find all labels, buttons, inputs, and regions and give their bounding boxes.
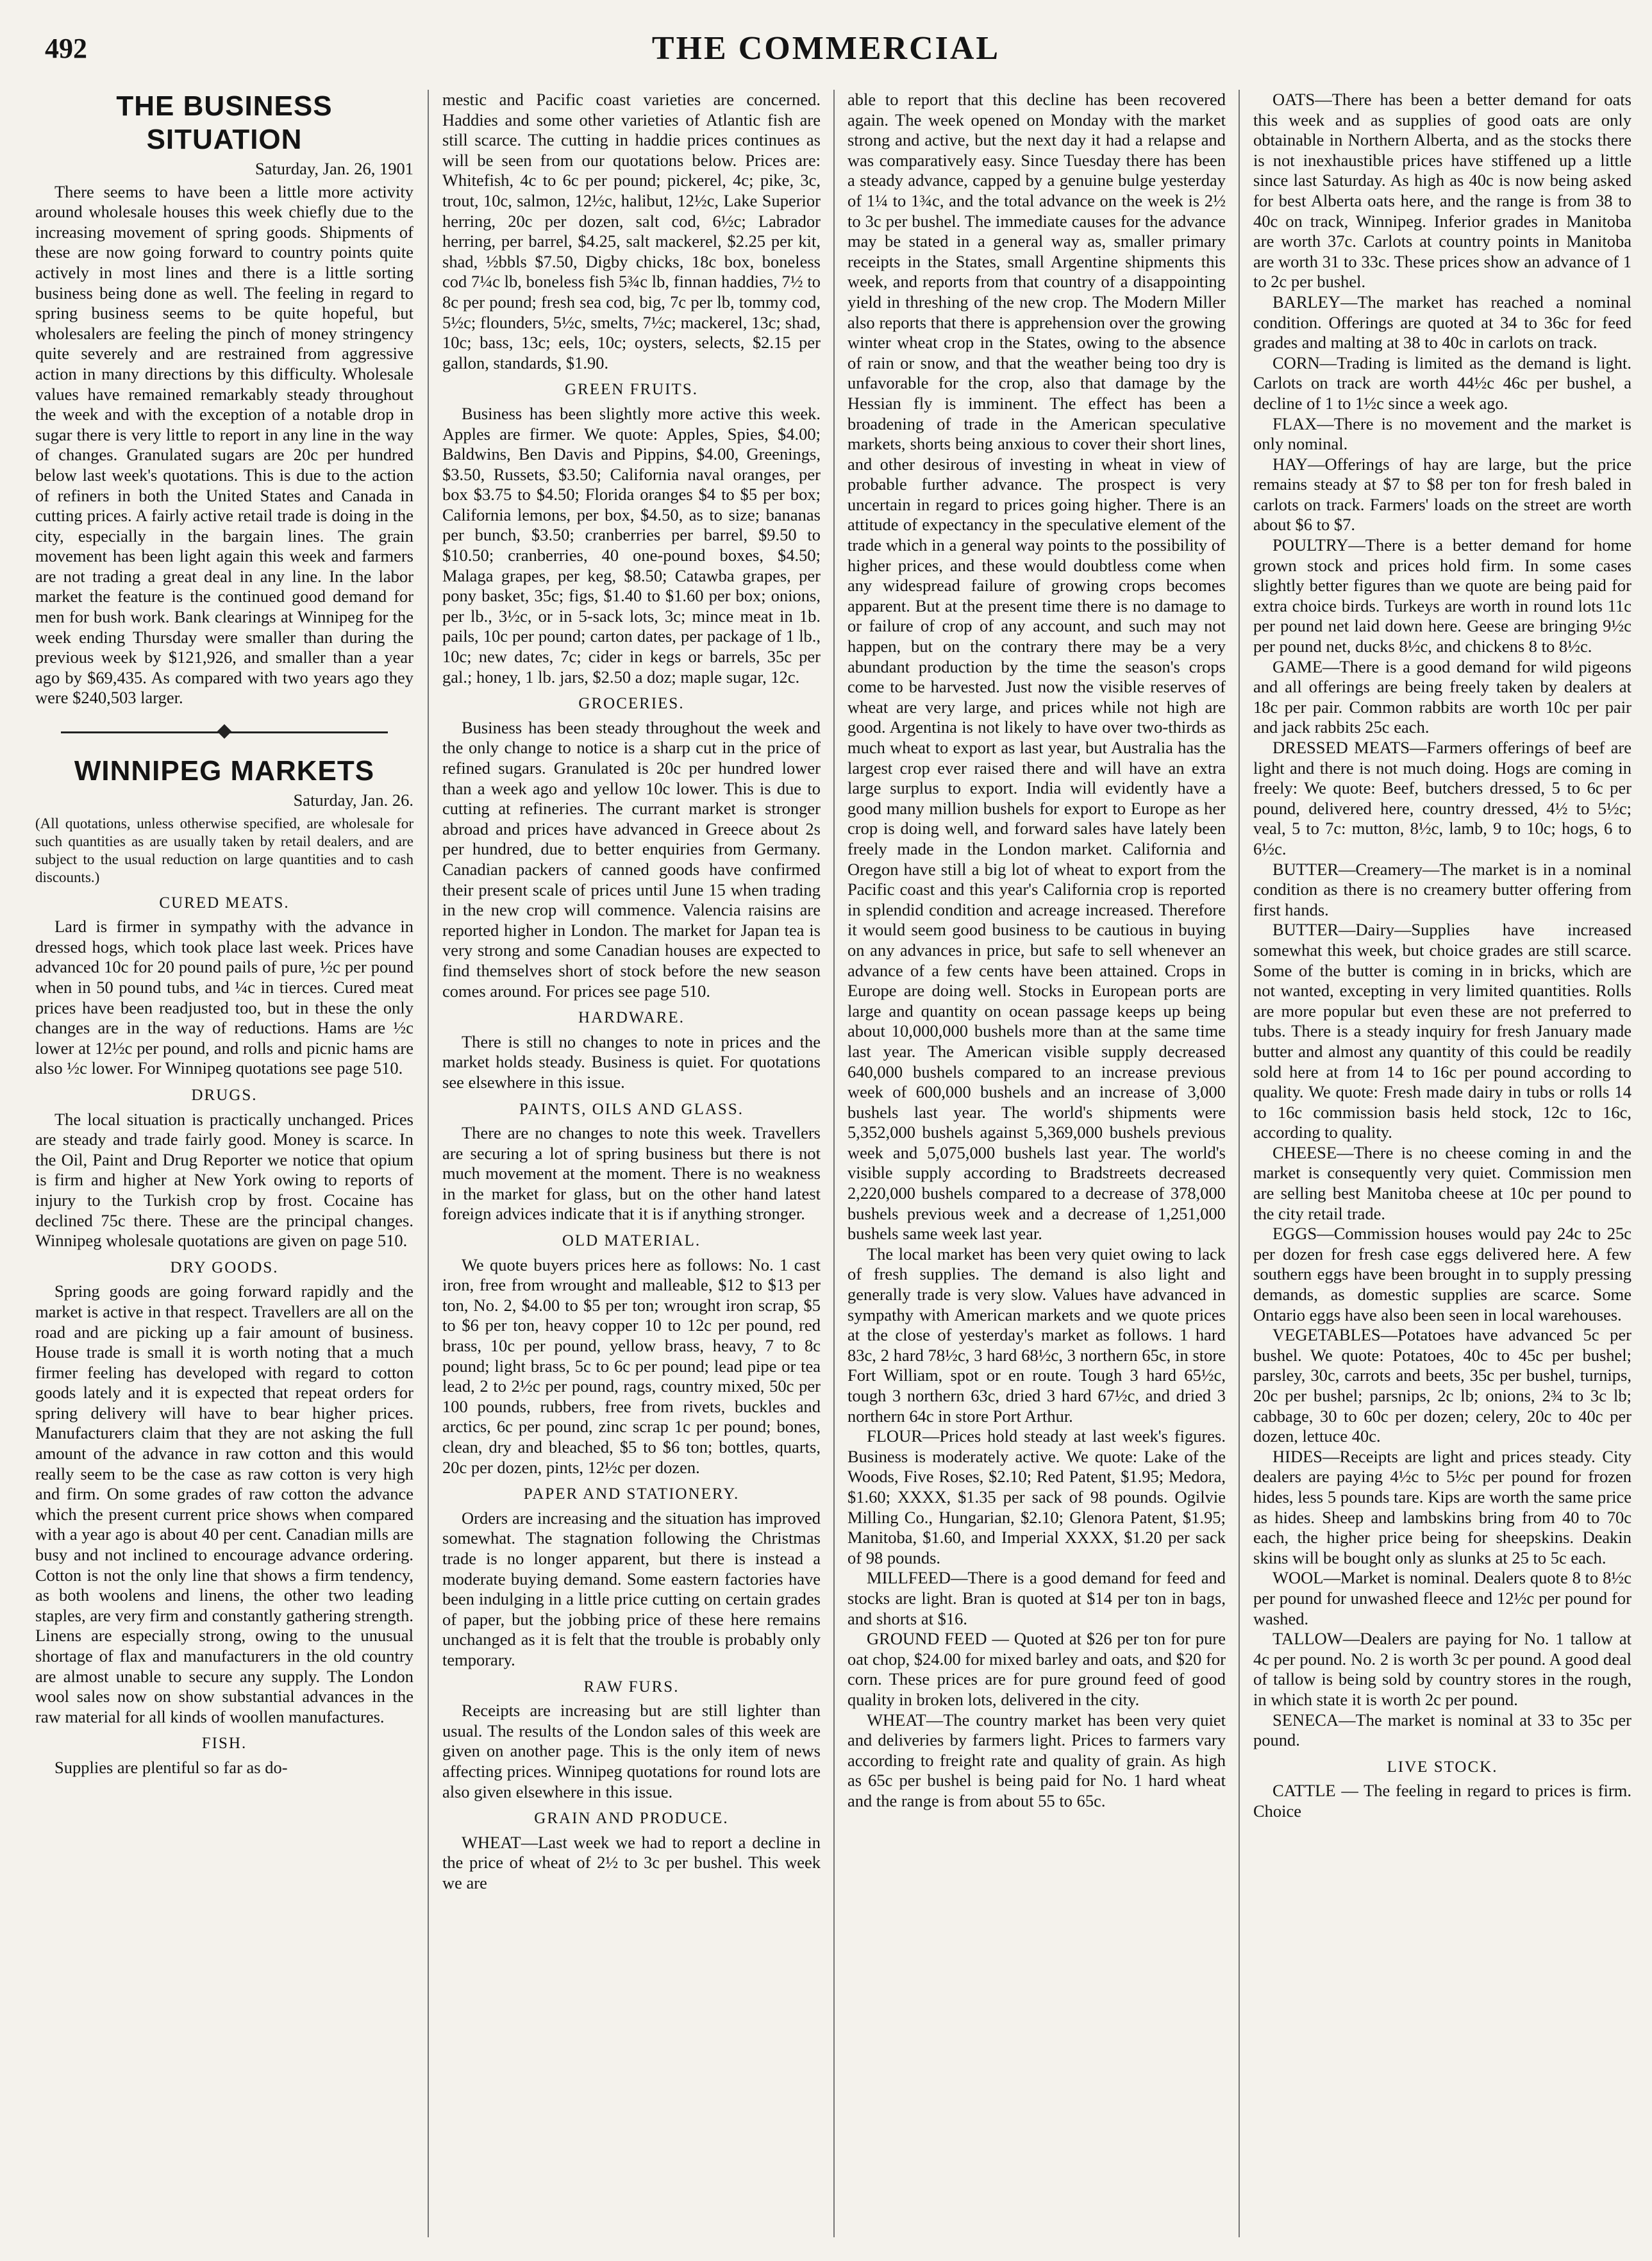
wheat-farmers-text: WHEAT—The country market has been very quiet and deliveries by farmers light. Prices to farmers vary according to freight rate and quality of grain. As high as 65c per bushel is being paid for No. 1 hard wheat and the range is from about 55 to 65c. <box>847 1710 1226 1810</box>
masthead: THE COMMERCIAL <box>651 30 1001 67</box>
business-situation-body: There seems to have been a little more activity around wholesale houses this week chiefly due to the increasing movement of spring goods. Shipments of these are now going forward to country points quite actively in most lines and there is a little sorting business being done as well. The feeling in regard to spring business seems to be quite hopeful, but wholesalers are feeling the pinch of money stringency quite severely and are restrained from aggressive action in many directions by this difficulty. Wholesale values have remained remarkably steady throughout the week and with the exception of a notable drop in sugar there is very little to report in any line in the way of changes. Granulated sugars are 20c per hundred below last week's quotations. This is due to the action of refiners in both the United States and Canada in cutting prices. A fairly active retail trade is doing in the city, especially in the bargain lines. The grain movement has been light again this week and farmers are not trading a great deal in any line. In the labor market the feature is the continued good demand for men for bush work. Bank clearings at Winnipeg for the week ending Thursday were smaller than during the previous week by $121,926, and smaller than a year ago by $69,435. As compared with two years ago they were $240,503 larger. <box>35 181 413 708</box>
drugs-text: The local situation is practically unchanged. Prices are steady and trade fairly good. Money is scarce. In the Oil, Paint and Drug Reporter we notice that opium is firm and higher at New York owing to reports of injury to the Turkish crop by frost. Cocaine has declined 75c there. These are the principal changes. Winnipeg wholesale quotations are given on page 510. <box>35 1109 413 1251</box>
dressed-meats-text: DRESSED MEATS—Farmers offerings of beef are light and there is not much doing. Hogs are coming in freely: We quote: Beef, butchers dressed, 5 to 6c per pound, delivered here, country dressed, 4½ to 5½c; veal, 5 to 7c: mutton, 8½c, lamb, 9 to 10c; hogs, 6 to 6½c. <box>1253 738 1631 858</box>
fish-text: Supplies are plentiful so far as do- <box>54 1757 288 1777</box>
flax-text: FLAX—There is no movement and the market is only nominal. <box>1253 413 1631 454</box>
column-rule <box>833 90 835 2237</box>
vegetables-text: VEGETABLES—Potatoes have advanced 5c per bushel. We quote: Potatoes, 40c to 45c per bushel; parsley, 30c, carrots and beets, 35c per bushel, turnips, 20c per bushel; parsnips, 2c lb; onions, 2¾ to 3c lb; cabbage, 30 to 60c per dozen; celery, 20c to 40c per dozen, lettuce 40c. <box>1253 1325 1631 1446</box>
raw-furs-heading: RAW FURS. <box>583 1678 680 1696</box>
old-material-heading: OLD MATERIAL. <box>562 1232 701 1250</box>
cured-meats-heading: CURED MEATS. <box>159 894 290 912</box>
game-text: GAME—There is a good demand for wild pigeons and all offerings are being freely taken by dealers at 18c per pair. Common rabbits are worth 10c per pair and jack rabbits 25c each. <box>1253 656 1631 737</box>
paper-text: Orders are increasing and the situation has improved somewhat. The stagnation following the Christmas trade is no longer apparent, but there is instead a moderate buying demand. Some eastern factories have been indulging in a little price cutting on certain grades of paper, but the jobbing price of these here remains unchanged as it is felt that the trouble is probably only temporary. <box>442 1508 821 1669</box>
corn-text: CORN—Trading is limited as the demand is light. Carlots on track are worth 44½c 46c per bushel, a decline of 1 to 1½c since a week ago. <box>1253 353 1631 413</box>
business-situation-date: Saturday, Jan. 26, 1901 <box>254 159 413 178</box>
barley-text: BARLEY—The market has reached a nominal condition. Offerings are quoted at 34 to 36c for feed grades and malting at 38 to 40c in carlots on track. <box>1253 292 1631 353</box>
dry-goods-text: Spring goods are going forward rapidly and the market is active in that respect. Travellers are all on the road and are picking up a fair amount of business. House trade is small it is worth noting that a much firmer feeling has developed with regard to cotton goods lately and it is expected that repeat orders for spring delivery will have to bear higher prices. Manufacturers claim that they are not asking the full amount of the advance in raw cotton and this would really seem to be the case as raw cotton is very high and firm. On some grades of raw cotton the advance which the present current price shows when compared with a year ago is about 40 per cent. Canadian mills are busy and not inclined to encourage advance ordering. Cotton is not the only line that shows a firm tendency, as both woolens and linens, the other two leading staples, are very firm and constantly gathering strength. Linens are especially strong, owing to the unusual shortage of flax and manufacturers in the old country are almost unable to secure any supply. The London wool sales now on show substantial advances in the raw material for all kinds of woollen manufactures. <box>35 1281 413 1726</box>
column-2 <box>442 90 821 2237</box>
drugs-heading: DRUGS. <box>191 1086 258 1104</box>
fish-heading: FISH. <box>201 1735 247 1753</box>
green-fruits-text: Business has been slightly more active this week. Apples are firmer. We quote: Apples, Spies, $4.00; Baldwins, Ben Davis and Pippins, $4.00, Greenings, $3.50, Russets, $3.50; California naval oranges, per box $3.75 to $4.50; Florida oranges $4 to $5 per box; California lemons, per box, $4.50, as to size; bananas per bunch, $3.50; cranberries per barrel, $9.50 to $10.50; cranberries, 40 one-pound boxes, $4.50; Malaga grapes, per keg, $8.50; Catawba grapes, per pony basket, 35c; figs, $1.40 to $1.60 per box; onions, per lb., 3½c, or in 5-sack lots, 3c; mince meat in 1b. pails, 10c per pound; carton dates, per package of 1 lb., 10c; new dates, 7c; cider in kegs or barrels, 35c per gal.; honey, 1 lb. jars, $2.50 a doz; maple sugar, 12c. <box>442 403 821 687</box>
hay-text: HAY—Offerings of hay are large, but the price remains steady at $7 to $8 per ton for fresh baled in carlots on track. Farmers' loads on the street are worth about $6 to $7. <box>1253 454 1631 535</box>
oats-text: OATS—There has been a better demand for oats this week and as supplies of good oats are only obtainable in Northern Alberta, and as the stocks there is not inexhaustible prices have stiffened up a little since last Saturday. As high as 40c is now being asked for best Alberta oats here, and the range is from 38 to 40c on track, Winnipeg. Inferior grades in Manitoba are worth 37c. Carlots at country points in Manitoba are worth 31 to 33c. These prices show an advance of 1 to 2c per bushel. <box>1253 90 1631 292</box>
column-rule <box>428 90 429 2237</box>
green-fruits-heading: GREEN FRUITS. <box>565 381 698 399</box>
eggs-text: EGGS—Commission houses would pay 24c to 25c per dozen for fresh case eggs delivered here. A few southern eggs have been brought in to supply pressing demands, as domestic supplies are scarce. Some Ontario eggs have also been seen in local warehouses. <box>1253 1224 1631 1324</box>
groceries-text: Business has been steady throughout the week and the only change to notice is a sharp cut in the price of refined sugars. Granulated is 20c per hundred lower than a week ago and yellow 10c lower. This is due to cutting at refineries. The currant market is stronger abroad and prices have advanced in Greece about 2s per hundred, due to better enquiries from Germany. Canadian packers of canned goods have confirmed their present scale of prices until June 15 when trading in the new crop will commence. Valencia raisins are reported higher in London. The market for Japan tea is very strong and some Canadian houses are expected to find themselves short of stock before the new season comes around. For prices see page 510. <box>442 717 821 1001</box>
page-header <box>38 26 1614 77</box>
tallow-text: TALLOW—Dealers are paying for No. 1 tallow at 4c per pound. No. 2 is worth 3c per pound. A good deal of tallow is being sold by country stores in the rough, in which state it is worth 2c per pound. <box>1253 1629 1631 1709</box>
dry-goods-heading: DRY GOODS. <box>170 1258 279 1276</box>
column-1 <box>35 90 413 2237</box>
section-divider <box>35 717 413 748</box>
hardware-text: There is still no changes to note in prices and the market holds steady. Business is quiet. For quotations see elsewhere in this issue. <box>442 1031 821 1092</box>
local-market-text: The local market has been very quiet owing to lack of fresh supplies. The demand is also light and generally trade is very slow. Values have advanced in sympathy with American markets and we quote prices at the close of yesterday's market as follows. 1 hard 83c, 2 hard 78½c, 3 hard 68½c, 3 northern 65c, in store Fort William, spot or en route. Tough 3 hard 65½c, tough 3 northern 63c, dried 3 hard 67½c, and dried 3 northern 64c in store Port Arthur. <box>847 1244 1226 1426</box>
cured-meats-text: Lard is firmer in sympathy with the advance in dressed hogs, which took place last week. Prices have advanced 10c for 20 pound pails of pure, ½c per pound when in 50 pound tubs, and ¼c in tierces. Cured meat prices have been readjusted too, but in these the only changes are in the way of reductions. Hams are ½c lower at 12½c per pound, and rolls and picnic hams are also ½c lower. For Winnipeg quotations see page 510. <box>35 917 413 1078</box>
poultry-text: POULTRY—There is a better demand for home grown stock and prices hold firm. In some cases slightly better figures than we quote are being paid for extra choice birds. Turkeys are worth in round lots 11c per pound net laid down here. Geese are bringing 9½c per pound net, ducks 8½c, and chickens 8 to 8½c. <box>1253 535 1631 656</box>
old-material-text: We quote buyers prices here as follows: No. 1 cast iron, free from wrought and malleable, $12 to $13 per ton, No. 2, $4.00 to $5 per ton; wrought iron scrap, $5 to $6 per ton, heavy copper 10 to 12c per pound, red brass, 10c per pound, yellow brass, heavy, 7 to 8c pound; light brass, 5c to 6c per pound; lead pipe or tea lead, 2 to 2½c per pound, rags, country mixed, 50c per 100 pounds, rubbers, free from rivets, buckles and arctics, 6c per pound, zinc scrap 1c per pound; bones, clean, dry and bleached, $5 to $6 ton; bottles, quarts, 20c per dozen, pints, 12½c per dozen. <box>442 1255 821 1477</box>
flour-text: FLOUR—Prices hold steady at last week's figures. Business is moderately active. We quote: Lake of the Woods, Five Roses, $2.10; Red Patent, $1.95; Medora, $1.60; XXXX, $1.35 per sack of 98 pounds. Ogilvie Milling Co., Hungarian, $2.10; Glenora Patent, $1.95; Manitoba, $1.60, and Imperial XXXX, $1.20 per sack of 98 pounds. <box>847 1426 1226 1567</box>
seneca-text: SENECA—The market is nominal at 33 to 35c per pound. <box>1253 1710 1631 1750</box>
grain-text: WHEAT—Last week we had to report a decline in the price of wheat of 2½ to 3c per bushel. This week we are <box>442 1832 821 1892</box>
butter-dairy-text: BUTTER—Dairy—Supplies have increased somewhat this week, but choice grades are still scarce. Some of the butter is coming in in bricks, which are not wanted, excepting in very limited quantities. Rolls are more popular but even these are not preferred to tubs. There is a steady inquiry for fresh January made butter and almost any quantity of this could be readily sold here at from 14 to 16c per pound according to quality. We quote: Fresh made dairy in tubs or rolls 14 to 16c commission basis held stock, 12c to 16c, according to quality. <box>1253 920 1631 1142</box>
hardware-heading: HARDWARE. <box>578 1009 685 1027</box>
cheese-text: CHEESE—There is no cheese coming in and the market is consequently very quiet. Commission men are selling best Manitoba cheese at 10c per pound to the city retail trade. <box>1253 1142 1631 1223</box>
quotations-note: (All quotations, unless otherwise specified, are wholesale for such quantities as are usually taken by retail dealers, and are subject to the usual reduction on large quantities and to cash discounts.) <box>35 815 413 885</box>
column-3 <box>847 90 1226 2237</box>
paints-heading: PAINTS, OILS AND GLASS. <box>519 1100 744 1118</box>
column-rule <box>1239 90 1240 2237</box>
raw-furs-text: Receipts are increasing but are still lighter than usual. The results of the London sales of this week are given on another page. This is the only item of news affecting prices. Winnipeg quotations for round lots are also given elsewhere in this issue. <box>442 1701 821 1801</box>
page-number: 492 <box>45 33 87 64</box>
butter-creamery-text: BUTTER—Creamery—The market is in a nominal condition as there is no creamery butter offering from first hands. <box>1253 859 1631 919</box>
business-situation-title: THE BUSINESS SITUATION <box>116 90 333 155</box>
wheat-text-continued: able to report that this decline has been recovered again. The week opened on Monday with the market strong and active, but the next day it had a relapse and was comparatively easy. Since Tuesday there has been a steady advance, capped by a genuine bulge yesterday of 1¼ to 1¾c, and the total advance on the week is 2½ to 3c per bushel. The immediate causes for the advance may be stated in a general way as, smaller primary receipts in the States, small Argentine shipments this week, and reports from that country of a disappointing yield in threshing of the new crop. The Modern Miller also reports that there is apprehension over the growing winter wheat crop in the States, owing to the absence of rain or snow, and that the weather being too dry is unfavorable for the crop, also that damage by the Hessian fly is imminent. The effect has been a broadening of trade in the American speculative markets, shorts being anxious to cover their short lines, and other desirous of investing in wheat in view of probable further advance. The prospect is very uncertain in regard to prices going higher. There is an attitude of expectancy in the speculative element of the trade which in a general way points to the possibility of higher prices, and these would doubtless come when any widespread failure of growing crops becomes apparent. But at the present time there is no damage to or failure of crop of any account, and such may not happen, but on the contrary there may be a very abundant production by the time the season's crops come to be harvested. Just now the visible reserves of wheat are very large, and prices while not high are good. Argentina is not likely to have over two-thirds as much wheat to export as last year, but Australia has the largest crop ever raised there and will have an extra large surplus to export. India will evidently have a good many million bushels for export to Europe as her crop is doing well, and forward sales have lately been freely made in the London market. California and Oregon have still a big lot of wheat to export from the Pacific coast and this year's California crop is reported in splendid condition and acreage increased. Therefore it would seem good business to be cautious in buying on any advances in price, but safe to sell whenever an advance of a few cents have been attained. Crops in Europe are doing well. Stocks in European ports are large and quantity on ocean passage keeps up being about 10,000,000 bushels more than at the same time last year. The American visible supply decreased 640,000 bushels compared to an increase previous week of 600,000 bushels and an increase of 3,000 bushels last year. The world's shipments were 5,352,000 bushels against 5,369,000 bushels previous week and 5,075,000 bushels last year. The world's visible supply according to Bradstreets decreased 2,220,000 bushels compared to a decrease of 378,000 bushels previous week and a decrease of 1,251,000 bushels same week last year. <box>847 90 1226 1244</box>
groceries-heading: GROCERIES. <box>578 695 685 713</box>
grain-heading: GRAIN AND PRODUCE. <box>534 1810 729 1828</box>
paper-heading: PAPER AND STATIONERY. <box>523 1485 740 1503</box>
ground-feed-text: GROUND FEED — Quoted at $26 per ton for pure oat chop, $24.00 for mixed barley and oats, and $20 for corn. These prices are for pure ground feed of good quality in broken lots, delivered in the city. <box>847 1629 1226 1709</box>
hides-text: HIDES—Receipts are light and prices steady. City dealers are paying 4½c to 5½c per pound for frozen hides, less 5 pounds tare. Kips are worth the same price as hides. Sheep and lambskins bring from 40 to 70c each, the higher price being for sheepskins. Deakin skins will be bought only as slunks at 25 to 5c each. <box>1253 1446 1631 1567</box>
paints-text: There are no changes to note this week. Travellers are securing a lot of spring business but there is not much movement at the moment. There is no weakness in the market for glass, but on the other hand latest foreign advices indicate that it is if anything stronger. <box>442 1123 821 1224</box>
millfeed-text: MILLFEED—There is a good demand for feed and stocks are light. Bran is quoted at $14 per ton in bags, and shorts at $16. <box>847 1568 1226 1628</box>
column-4 <box>1253 90 1631 2237</box>
winnipeg-markets-date: Saturday, Jan. 26. <box>293 790 413 810</box>
fish-text-continued: mestic and Pacific coast varieties are concerned. Haddies and some other varieties of Atlantic fish are still scarce. The cutting in haddie prices continues as will be seen from our quotations below. Prices are: Whitefish, 4c to 6c per pound; pickerel, 4c; pike, 3c, trout, 10c, salmon, 12½c, halibut, 12½c, Lake Superior herring, 20c per dozen, salt cod, 6½c; Labrador herring, per barrel, $4.25, salt mackerel, $2.25 per kit, shad, ½bbls $7.50, Digby chicks, 18c box, boneless cod 7¼c lb, boneless fish 5¾c lb, finnan haddies, 7½ to 8c per pound; fresh sea cod, big, 7c per lb, tommy cod, 5½c; flounders, 5½c, smelts, 7½c; mackerel, 13c; shad, 10c; bass, 13c; eels, 10c; oysters, selects, $2.15 per gallon, standards, $1.90. <box>442 90 821 372</box>
wool-text: WOOL—Market is nominal. Dealers quote 8 to 8½c per pound for unwashed fleece and 12½c per pound for washed. <box>1253 1568 1631 1628</box>
winnipeg-markets-title: WINNIPEG MARKETS <box>74 755 375 787</box>
cattle-text: CATTLE — The feeling in regard to prices is firm. Choice <box>1253 1781 1631 1821</box>
live-stock-heading: LIVE STOCK. <box>1387 1758 1498 1776</box>
